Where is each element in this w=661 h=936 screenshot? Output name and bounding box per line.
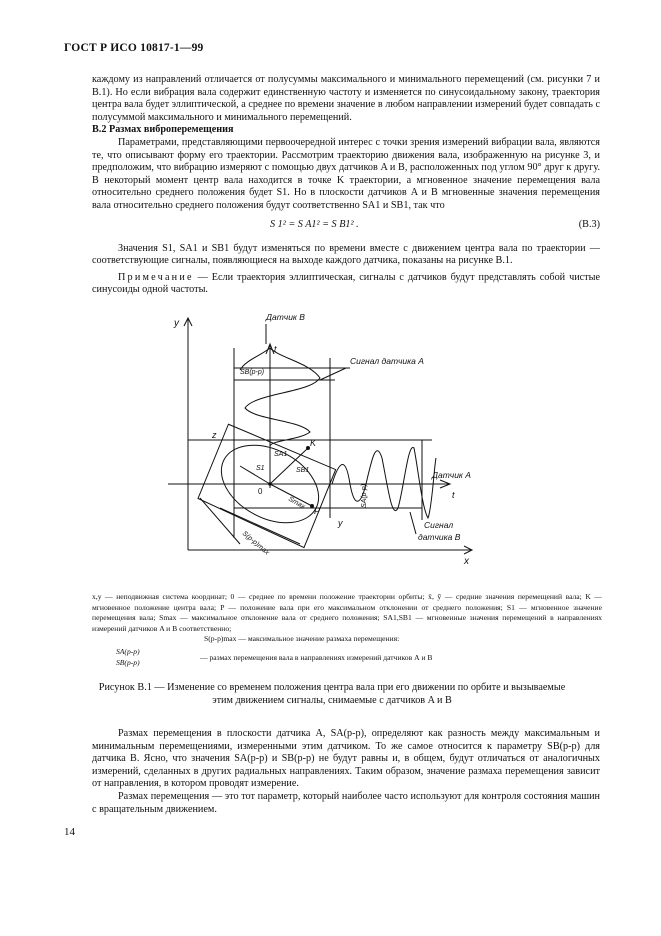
text-block-bottom: [92, 728, 600, 816]
label-signal-b-2: датчика B: [418, 532, 461, 542]
radius-s1: [240, 466, 270, 484]
legend-pp-text: — размах перемещения вала в направлениях измерений датчиков А и В: [200, 652, 433, 662]
signal-b-top-tail: [240, 348, 270, 370]
text-block-top: [92, 74, 600, 297]
label-t-right: t: [452, 490, 455, 500]
figure-b1: [160, 308, 490, 578]
note: [92, 272, 600, 297]
legend-sb-pp: SB(p-p): [116, 657, 140, 667]
signal-a-wave: [332, 447, 436, 518]
legend-pp-row: [92, 647, 602, 671]
leader-signal-b: [410, 512, 416, 534]
label-sb1: SB1: [296, 467, 310, 474]
label-sa1: SA1: [274, 451, 288, 458]
label-origin: 0: [258, 487, 263, 496]
figure-legend: [92, 592, 602, 671]
caption-line-1: Рисунок В.1 — Изменение со временем положения центра вала при его движении по орбите и вызываемые: [98, 682, 566, 693]
label-y: y: [174, 318, 179, 329]
label-x: x: [464, 556, 469, 567]
label-signal-b-1: Сигнал: [424, 520, 454, 530]
label-sensor-b: Датчик B: [266, 312, 305, 322]
section-heading-text: В.2 Размах виброперемещения: [92, 124, 234, 136]
document-header: ГОСТ Р ИСО 10817-1—99: [64, 42, 204, 54]
label-z-upper: z: [212, 430, 217, 440]
legend-line-1: x,y — неподвижная система координат; 0 — среднее по времени положение траектории орбиты; x̄, ȳ — средние значения перемещений вала; K — мгновенное положение центра вала; P — положение вала при его максимальном отклонении от среднего положения; S1 — мгновенное значение перемещения вала; Smax — максимальное отклонение вала от среднего положения; SA1,SB1 — мгновенные значения перемещений в направлениях измерений датчиков A и B соответственно;: [92, 592, 602, 633]
section-heading: [92, 124, 600, 137]
paragraph-3: Значения S1, SA1 и SB1 будут изменяться по времени вместе с движением центра вала по траектории — соответствующие сигналы, появляющиеся на выходе каждого датчика, показаны на рисунке В.1.: [92, 242, 600, 267]
point-origin: [268, 482, 272, 486]
dimension-sb-pp: [220, 508, 300, 544]
label-sb-pp: SB(p-p): [240, 369, 265, 376]
note-text: — Если траектория эллиптическая, сигналы с датчиков будут представлять собой чистые синусоиды одной частоты.: [92, 271, 600, 296]
paragraph-2: Параметрами, представляющими первоочередной интерес с точки зрения измерений вибрации вала, являются те, что описывают форму его траектории. Рассмотрим траекторию движения вала, изображенную на рисунке 3, и предположим, что вибрацию измеряют с помощью двух датчиков A и B, расположенных под углом 90° друг к другу. В некоторый момент центр вала находится в точке K траектории, а мгновенное значение перемещения вала относительно среднего положения будет S1. Но в плоскости датчиков A и B мгновенные значения перемещения вала относительно среднего положения будут соответственно SA1 и SB1, так что: [92, 136, 600, 211]
label-sensor-a: Датчик A: [432, 470, 471, 480]
equation-number: (В.3): [578, 218, 600, 230]
equation-b3: [92, 217, 600, 237]
leader-signal-a: [320, 368, 346, 380]
note-label: Примечание: [118, 271, 194, 283]
caption-line-2: этим движением сигналы, снимаемые с датчиков A и B: [212, 694, 452, 706]
paragraph-5: Размах перемещения — это тот параметр, который наиболее часто используют для контроля состояния машин с вращательным движением.: [92, 790, 600, 815]
label-signal-a: Сигнал датчика A: [350, 356, 424, 366]
label-k: K: [310, 438, 317, 448]
legend-sa-pp: SA(p-p): [116, 646, 140, 656]
equation-formula: S 1² = S A1² = S B1² .: [270, 218, 359, 230]
signal-b-top-wave: [245, 348, 320, 446]
label-p: P: [314, 506, 321, 516]
label-sa-pp: SA(p-p): [361, 483, 368, 508]
figure-caption: [64, 682, 600, 707]
paragraph-4: Размах перемещения в плоскости датчика A, SA(p-p), определяют как разность между максимальным и минимальным перемещениями, измеренными этим датчиком. То же самое относится к параметру SB(p-p) для датчика B. Ясно, что значения SA(p-p) и SB(p-p) не будут равны и, в общем, будут отличаться от аналогичных измерений, сделанных в других радиальных направлениях. Таким образом, значение размаха перемещения зависит от направления, в котором проводят измерение.: [92, 728, 600, 790]
label-smax: Smax: [287, 495, 307, 511]
label-z-lower: y: [338, 518, 343, 528]
legend-line-2: S(p-p)max — максимальное значение размаха перемещения:: [204, 634, 400, 644]
label-s-pp-max: S(p-p)max: [240, 530, 271, 557]
page-number: 14: [64, 826, 75, 838]
intro-paragraph: каждому из направлений отличается от полусуммы максимального и минимального перемещений (см. рисунки 7 и B.1). Но если вибрация вала содержит единственную частоту и изменяется по синусоидальному закону, траектория центра вала будет эллиптической, а среднее по времени значение в любом направлении измерений будет совпадать с полусуммой максимального и минимального перемещений.: [92, 74, 600, 123]
label-t-top: t: [274, 344, 277, 354]
label-s1: S1: [256, 465, 265, 472]
